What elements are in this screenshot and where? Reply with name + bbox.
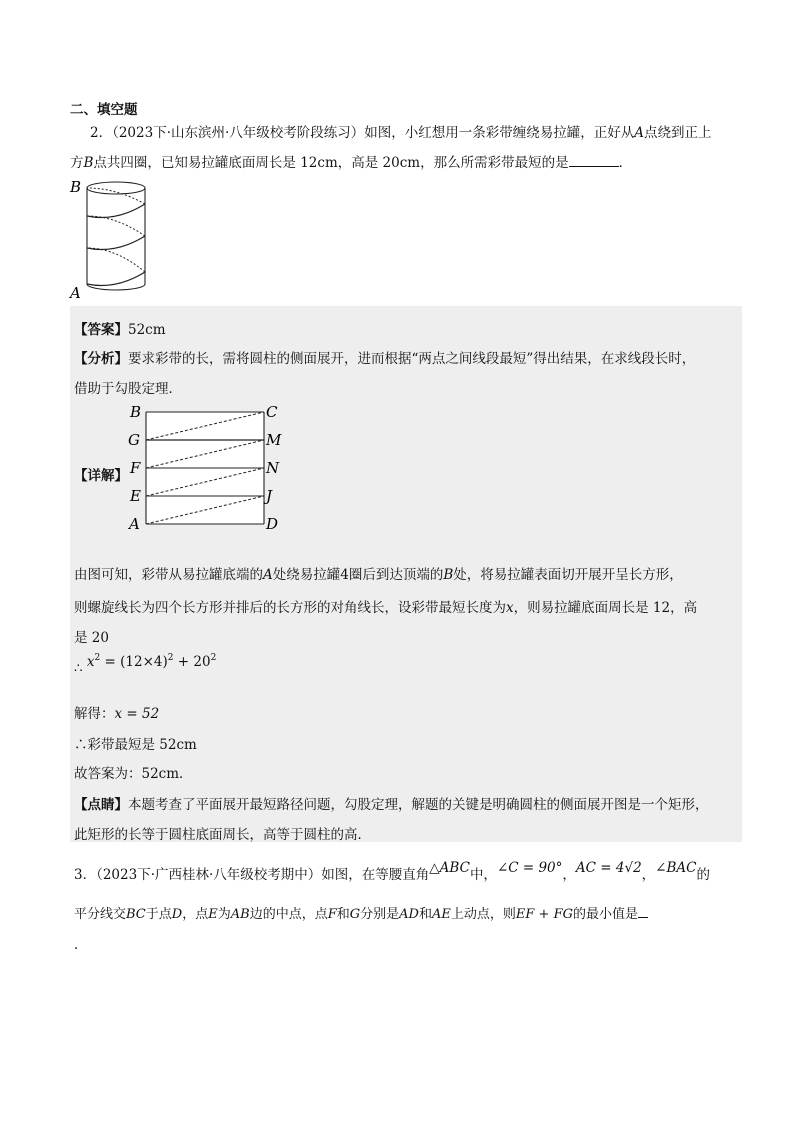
- diagram-label-n: N: [266, 459, 280, 477]
- detail-var-x: x: [506, 600, 514, 616]
- diagram-label-d: D: [266, 515, 279, 533]
- comment-line1: [74, 793, 709, 813]
- q3-angle-bac: ∠BAC: [655, 860, 697, 876]
- q3-seg-ad: AD: [399, 907, 419, 922]
- q3-seg-bc: BC: [126, 907, 146, 922]
- q3-text: 为: [217, 907, 231, 922]
- eq-exponent: 2: [210, 653, 217, 663]
- therefore-symbol: ∴: [74, 660, 83, 677]
- q2-text: 点绕到正上: [644, 125, 712, 141]
- answer-blank: [569, 154, 619, 167]
- detail-line3: 是 20: [74, 630, 109, 646]
- q3-line3: ．: [74, 937, 88, 953]
- q3-point-g: G: [349, 907, 361, 922]
- q2-source: （2023下·山东滨州·八年级校考阶段练习）: [112, 125, 365, 141]
- q2-text: ．: [618, 155, 633, 171]
- analysis-tag: 【分析】: [74, 351, 128, 367]
- detail-point-a: A: [263, 567, 273, 583]
- comment-tag: 【点睛】: [74, 797, 128, 813]
- q3-text: 如图，在等腰直角: [321, 867, 430, 883]
- q3-number: 3．: [74, 867, 97, 883]
- detail-tag: 【详解】: [74, 468, 128, 484]
- cylinder-label-a: A: [70, 284, 81, 302]
- q3-text: 中，: [469, 867, 497, 883]
- q3-point-d: D: [171, 907, 183, 922]
- q2-line2: [70, 151, 632, 171]
- q3-text: ，点: [182, 907, 209, 922]
- q2-point-a: A: [634, 125, 645, 141]
- q3-angle-c: ∠C = 90°: [496, 860, 563, 876]
- diagram-label-b: B: [130, 403, 142, 421]
- q2-line1: [90, 121, 712, 141]
- q3-text: 和: [336, 907, 350, 922]
- detail-text: ，则易拉罐底面周长是 12，高: [513, 600, 698, 616]
- detail-text: 由图可知，彩带从易拉罐底端的: [74, 567, 263, 583]
- cylinder-figure: [66, 172, 156, 304]
- detail-line1: [74, 563, 683, 583]
- diagram-label-c: C: [266, 403, 278, 421]
- answer-value: 52cm: [128, 322, 166, 338]
- detail-number: 4: [340, 567, 349, 583]
- solve-label: 解得：: [74, 706, 115, 722]
- detail-line2: [74, 596, 697, 616]
- q3-point-e: E: [208, 907, 218, 922]
- diagram-label-a: A: [129, 515, 140, 533]
- q3-seg-ab: AB: [230, 907, 250, 922]
- diagram-label-j: J: [266, 487, 273, 505]
- answer-tag: 【答案】: [74, 322, 128, 338]
- q3-text: 于点: [145, 907, 172, 922]
- answer-blank: [638, 905, 648, 918]
- q3-source: （2023下·广西桂林·八年级校考期中）: [96, 867, 322, 883]
- equation-line: [74, 653, 217, 677]
- q3-text: ，: [641, 867, 656, 883]
- final-answer-line: 故答案为：52cm．: [74, 766, 193, 782]
- detail-text: 处绕易拉罐: [272, 567, 341, 583]
- solve-line: [74, 702, 159, 722]
- detail-text: 处，将易拉罐表面切开展开呈长方形，: [453, 567, 683, 583]
- q3-point-f: F: [327, 907, 337, 922]
- diagram-label-m: M: [266, 431, 282, 449]
- detail-text: 则螺旋线长为四个长方形并排后的长方形的对角线长，设彩带最短长度为: [74, 600, 506, 616]
- eq-var-x: x: [86, 653, 95, 670]
- q3-triangle: △ABC: [429, 860, 470, 876]
- q3-text: 分别是: [360, 907, 400, 922]
- analysis-text: 要求彩带的长，需将圆柱的侧面展开，进而根据“两点之间线段最短”得出结果，在求线段长时，: [128, 351, 696, 367]
- eq-middle: = (12×4): [100, 653, 168, 670]
- comment-text: 本题考查了平面展开最短路径问题，勾股定理，解题的关键是明确圆柱的侧面展开图是一个矩形，: [128, 797, 709, 813]
- q3-seg-ae: AE: [432, 907, 451, 922]
- q2-number: 2．: [90, 125, 113, 141]
- q2-point-b: B: [83, 155, 94, 171]
- section-title: 二、填空题: [70, 102, 138, 118]
- eq-rhs: + 20: [173, 653, 211, 670]
- analysis-line1: [74, 347, 695, 367]
- q2-text: 点共四圈，已知易拉罐底面周长是 12cm，高是 20cm，那么所需彩带最短的是: [93, 155, 569, 171]
- diagram-label-f: F: [130, 459, 141, 477]
- cylinder-label-b: B: [70, 178, 82, 196]
- q3-text: 的: [696, 867, 710, 883]
- q3-text: 上动点，则: [450, 907, 516, 922]
- unrolled-diagram: [126, 398, 286, 542]
- q3-text: 平分线交: [74, 907, 127, 922]
- q3-line2: [74, 903, 648, 922]
- comment-line2: 此矩形的长等于圆柱底面周长，高等于圆柱的高．: [74, 827, 371, 843]
- conclusion-line: ∴彩带最短是 52cm: [74, 737, 197, 753]
- eq-exponent: 2: [94, 653, 101, 663]
- q3-side-ac: AC = 4√2: [575, 860, 642, 876]
- detail-point-b: B: [443, 567, 454, 583]
- eq-exponent: 2: [167, 653, 174, 663]
- diagram-label-e: E: [130, 487, 141, 505]
- diagram-label-g: G: [128, 431, 140, 449]
- analysis-line2: 借助于勾股定理．: [74, 381, 182, 397]
- q3-line1: [74, 860, 710, 883]
- q3-text: ，: [562, 867, 576, 883]
- q3-text: 和: [418, 907, 432, 922]
- q3-text: 的最小值是: [572, 907, 638, 922]
- solve-equation: x = 52: [114, 706, 160, 722]
- q2-text: 方: [70, 155, 84, 171]
- q2-text: 如图，小红想用一条彩带缠绕易拉罐，正好从: [364, 125, 635, 141]
- detail-text: 圈后到达顶端的: [348, 567, 444, 583]
- q3-expression: EF + FG: [515, 907, 573, 922]
- answer-line: [74, 318, 166, 338]
- q3-text: 边的中点，点: [249, 907, 328, 922]
